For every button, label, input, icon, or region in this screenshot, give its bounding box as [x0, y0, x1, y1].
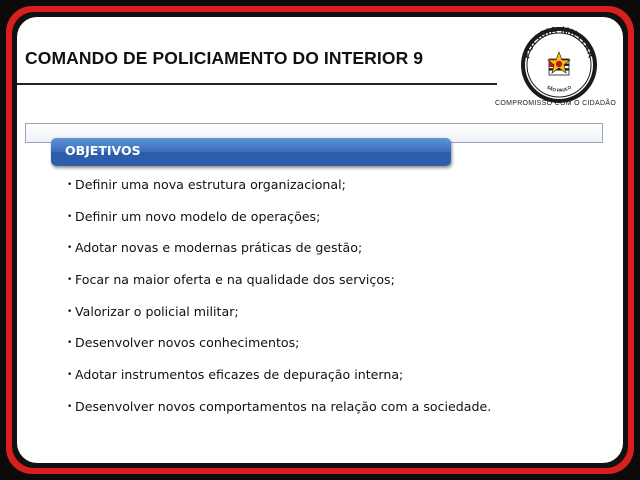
bullet-icon: •: [67, 370, 73, 381]
title-underline: [17, 83, 497, 85]
list-item: [67, 304, 607, 336]
list-item: [67, 272, 607, 304]
logo-bottom-text: SÃO PAULO: [545, 84, 573, 93]
logo-top-text: POLICIA MILITAR: [521, 24, 597, 60]
list-item-text: Desenvolver novos comportamentos na relação com a sociedade.: [75, 398, 492, 414]
section-label: OBJETIVOS: [65, 143, 141, 158]
bullet-icon: •: [67, 338, 73, 349]
section-header: [51, 138, 451, 166]
bullet-icon: •: [67, 401, 73, 412]
list-item-text: Adotar instrumentos eficazes de depuração interna;: [75, 367, 404, 383]
bullet-icon: •: [67, 180, 73, 190]
objectives-list: [67, 177, 607, 431]
list-item-text: Adotar novas e modernas práticas de gestão;: [75, 240, 363, 256]
list-item: [67, 209, 607, 241]
slide: [17, 17, 623, 463]
list-item: [67, 367, 607, 399]
list-item: [67, 177, 607, 209]
list-item-text: Focar na maior oferta e na qualidade dos serviços;: [75, 272, 395, 288]
list-item-text: Definir uma nova estrutura organizacional;: [75, 177, 346, 192]
bullet-icon: •: [67, 275, 73, 286]
list-item: [67, 335, 607, 367]
list-item-text: Desenvolver novos conhecimentos;: [75, 335, 300, 351]
list-item: [67, 240, 607, 272]
bullet-icon: •: [67, 306, 73, 317]
bullet-icon: •: [67, 211, 73, 222]
logo-tagline: COMPROMISSO COM O CIDADÃO: [495, 100, 617, 107]
bullet-icon: •: [67, 243, 73, 254]
list-item-text: Definir um novo modelo de operações;: [75, 208, 321, 224]
page-title: COMANDO DE POLICIAMENTO DO INTERIOR 9: [25, 48, 424, 68]
list-item: [67, 399, 607, 431]
list-item-text: Valorizar o policial militar;: [75, 303, 239, 319]
